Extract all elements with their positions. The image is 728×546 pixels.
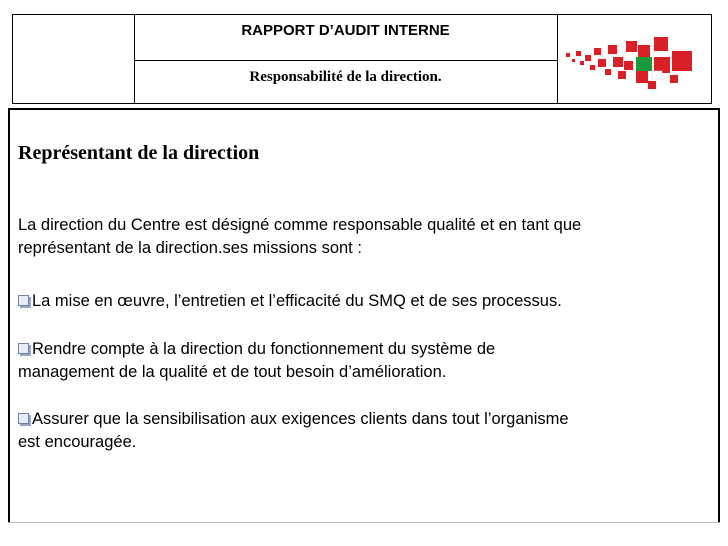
bullet-2-line-2: management de la qualité et de tout besoin d’amélioration. (18, 363, 447, 381)
checkbox-bullet-icon (18, 413, 29, 424)
bullet-item-2 (18, 338, 718, 384)
bottom-divider (8, 522, 720, 523)
header-logo-cell (558, 15, 711, 103)
logo-mosaic-icon (558, 15, 711, 103)
bullet-item-3 (18, 408, 718, 454)
bullet-3-line-2: est encouragée. (18, 433, 137, 451)
checkbox-bullet-icon (18, 343, 29, 354)
bullet-2-line-1: Rendre compte à la direction du fonctionnement du système de (32, 340, 496, 358)
header-center-cell (134, 15, 558, 103)
section-heading: Représentant de la direction (18, 142, 260, 164)
intro-line-1: La direction du Centre est désigné comme responsable qualité et en tant que (18, 216, 582, 234)
report-subtitle: Responsabilité de la direction. (249, 69, 442, 85)
header-left-cell (13, 15, 135, 103)
report-title: RAPPORT D’AUDIT INTERNE (241, 22, 450, 39)
checkbox-bullet-icon (18, 295, 29, 306)
intro-paragraph (18, 214, 718, 260)
header-subtitle-row (134, 61, 557, 103)
bullet-item-1 (18, 290, 718, 313)
intro-line-2: représentant de la direction.ses missions sont : (18, 239, 362, 257)
header-title-row (134, 15, 557, 61)
bullet-1-line-1: La mise en œuvre, l’entretien et l’efficacité du SMQ et de ses processus. (32, 292, 562, 310)
header-table (12, 14, 712, 104)
bullet-3-line-1: Assurer que la sensibilisation aux exigences clients dans tout l’organisme (32, 410, 569, 428)
content-box (8, 108, 720, 522)
